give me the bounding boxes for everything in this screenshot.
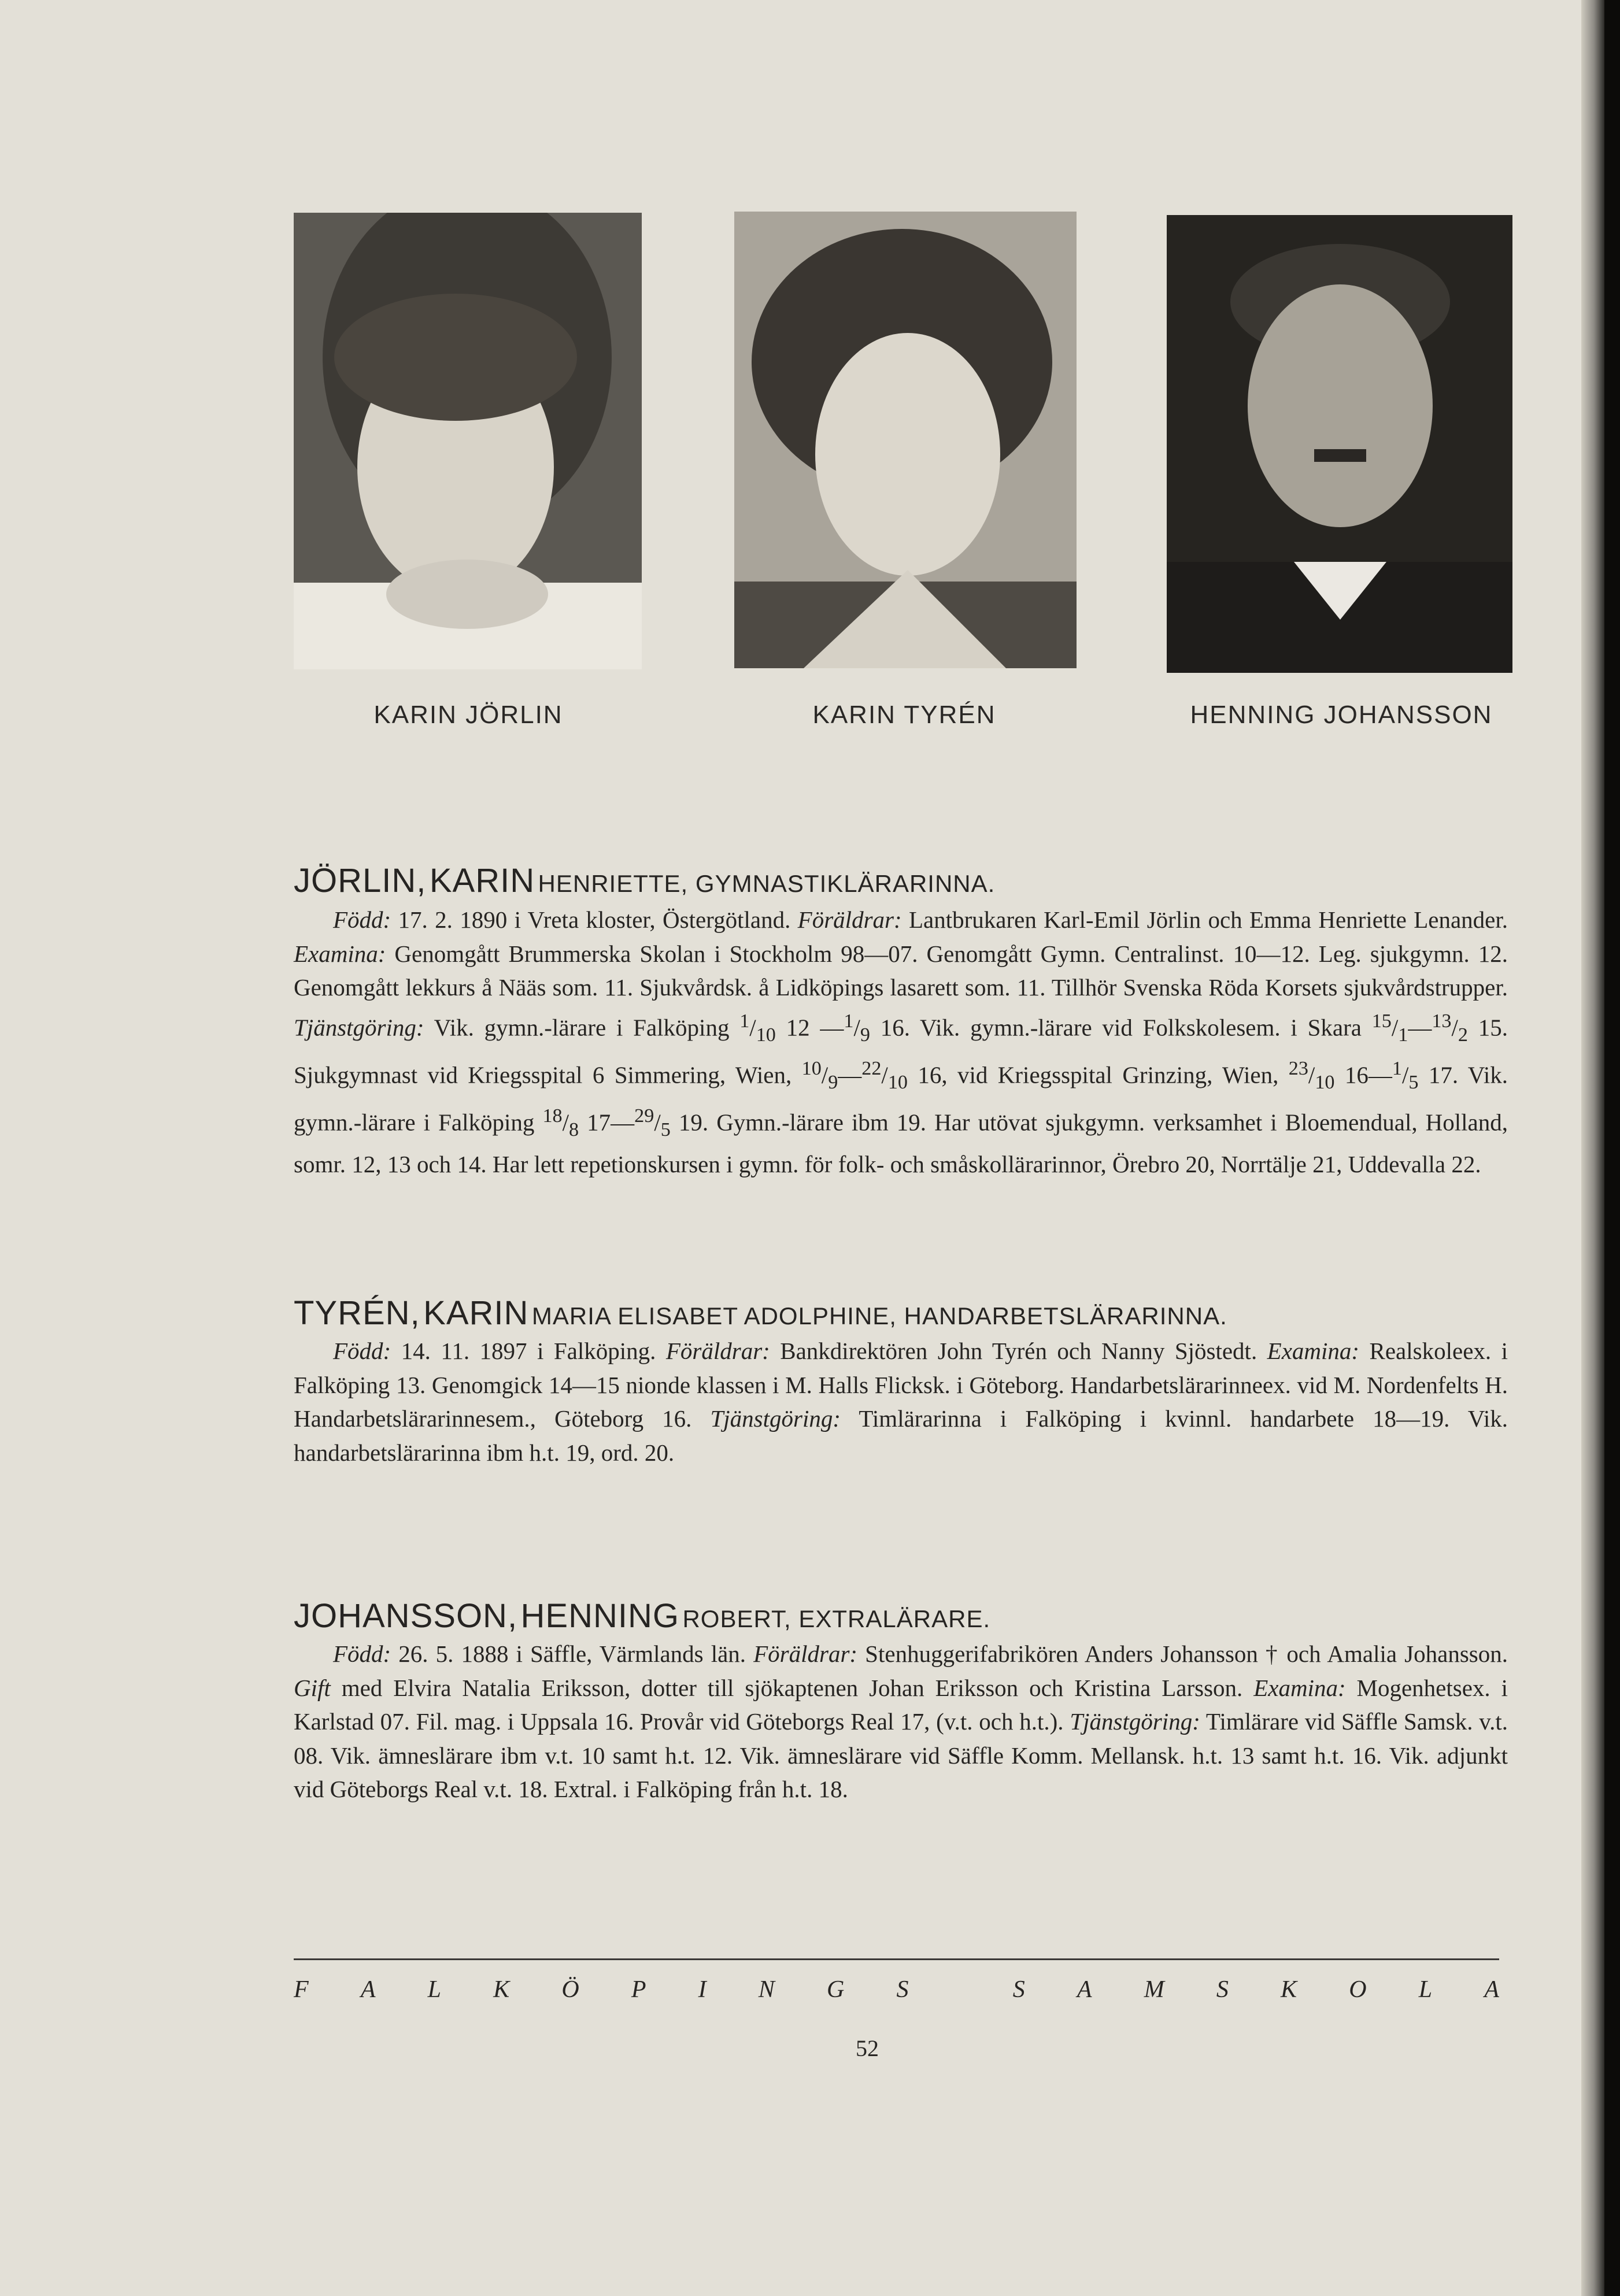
entry-heading — [294, 1597, 1508, 1635]
footer-title-letter: F — [294, 1976, 309, 2003]
entry-body: Född: 17. 2. 1890 i Vreta kloster, Östergötland. Föräldrar: Lantbrukaren Karl-Emil Jörlin och Emma Henriette Lenander. Examina: Genomgått Brummerska Skolan i Stockholm 98—07. Genomgått Gymn. Centralinst. 10—12. Leg. sjukgymn. 12. Genomgått lekkurs å Nääs som. 11. Sjukvårdsk. å Lidköpings lasarett som. 11. Tillhör Svenska Röda Korsets sjukvårdstrupper. Tjänstgöring: Vik. gymn.-lärare i Falköping $^1/_{10}$ 12 $—^1/_9$ 16. Vik. gymn.-lärare vid Folkskolesem. i Skara $^{15}/_1—^{13}/_2$ 15. Sjukgymnast vid Kriegsspital 6 Simmering, Wien, $^{10}/_9—^{22}/_{10}$ 16, vid Kriegsspital Grinzing, Wien, $^{23}/_{10}$ $16—^1/_5$ 17. Vik. gymn.-lärare i Falköping $^{18}/_8$ $17—^{29}/_5$ 19. Gymn.-lärare ibm 19. Har utövat sjukgymn. verksamhet i Bloemendual, Holland, somr. 12, 13 och 14. Har lett repetionskursen i gymn. för folk- och småskollärarinnor, Örebro 20, Norrtälje 21, Uddevalla 22. — [294, 906, 1508, 1177]
footer-title-letter: Ö — [561, 1976, 579, 2003]
entry-surname: TYRÉN, — [294, 1294, 420, 1332]
entry-heading — [294, 1294, 1508, 1332]
entry-body: Född: 14. 11. 1897 i Falköping. Föräldrar: Bankdirektören John Tyrén och Nanny Sjöstedt. Examina: Realskoleex. i Falköping 13. Genomgick 14—15 nionde klassen i M. Halls Flicksk. i Göteborg. Handarbetslärarinneex. vid M. Nordenfelts H. Handarbetslärarinnesem., Göteborg 16. Tjänstgöring: Timlärarinna i Falköping i kvinnl. handarbete 18—19. Vik. handarbetslärarinna ibm h.t. 19, ord. 20. — [294, 1338, 1508, 1466]
entry-given-name: KARIN — [423, 1294, 529, 1332]
portrait-photo-henning-johansson — [1167, 215, 1512, 673]
page-number: 52 — [856, 2035, 879, 2061]
footer-title-letter: N — [758, 1976, 775, 2003]
footer-title-letter: S — [896, 1976, 909, 2003]
entry-body: Född: 26. 5. 1888 i Säffle, Värmlands län. Föräldrar: Stenhuggerifabrikören Anders Johansson † och Amalia Johansson. Gift med Elvira Natalia Eriksson, dotter till sjökaptenen Johan Eriksson och Kristina Larsson. Examina: Mogenhetsex. i Karlstad 07. Fil. mag. i Uppsala 16. Provår vid Göteborgs Real 17, (v.t. och h.t.). Tjänstgöring: Timlärare vid Säffle Samsk. v.t. 08. Vik. ämneslärare ibm v.t. 10 samt h.t. 12. Vik. ämneslärare vid Säffle Komm. Mellansk. h.t. 13 samt h.t. 16. Vik. adjunkt vid Göteborgs Real v.t. 18. Extral. i Falköping från h.t. 18. — [294, 1640, 1508, 1802]
entry-given-name: HENNING — [520, 1597, 679, 1635]
portrait-image — [294, 213, 642, 669]
entry-given-name: KARIN — [429, 862, 535, 899]
entry-title: MARIA ELISABET ADOLPHINE, HANDARBETSLÄRARINNA. — [531, 1302, 1227, 1330]
footer-title-letter: A — [1077, 1976, 1092, 2003]
footer-title-letter: A — [360, 1976, 376, 2003]
entry-title: ROBERT, EXTRALÄRARE. — [682, 1605, 991, 1632]
footer-title-letter: P — [631, 1976, 646, 2003]
footer-title-letter: S — [1012, 1976, 1025, 2003]
footer-title-letter: G — [826, 1976, 845, 2003]
entry-title: HENRIETTE, GYMNASTIKLÄRARINNA. — [538, 870, 996, 897]
portrait-caption: HENNING JOHANSSON — [1190, 701, 1493, 729]
footer-title-letter: A — [1484, 1976, 1499, 2003]
portrait-caption: KARIN JÖRLIN — [373, 701, 563, 729]
entry-surname: JOHANSSON, — [294, 1597, 518, 1635]
footer-title-letter: L — [427, 1976, 441, 2003]
portrait-photo-karin-jorlin — [294, 213, 642, 669]
footer-title-letter: O — [1349, 1976, 1367, 2003]
footer-title-letter: K — [493, 1976, 510, 2003]
footer-title-letter: M — [1144, 1976, 1164, 2003]
entry-heading — [294, 861, 1508, 900]
footer-title-letter: L — [1418, 1976, 1433, 2003]
footer-title-letter: I — [698, 1976, 707, 2003]
portrait-caption: KARIN TYRÉN — [812, 701, 996, 729]
portrait-photo-karin-tyren — [734, 212, 1077, 668]
book-spine-shadow — [1581, 0, 1604, 2296]
footer-title-letter: K — [1281, 1976, 1297, 2003]
portrait-image — [1167, 215, 1512, 673]
entry-surname: JÖRLIN, — [294, 862, 427, 899]
footer-title — [294, 1976, 1499, 2004]
footer-title-letter: S — [1216, 1976, 1229, 2003]
footer-rule — [294, 1958, 1499, 1960]
portrait-image — [734, 212, 1077, 668]
